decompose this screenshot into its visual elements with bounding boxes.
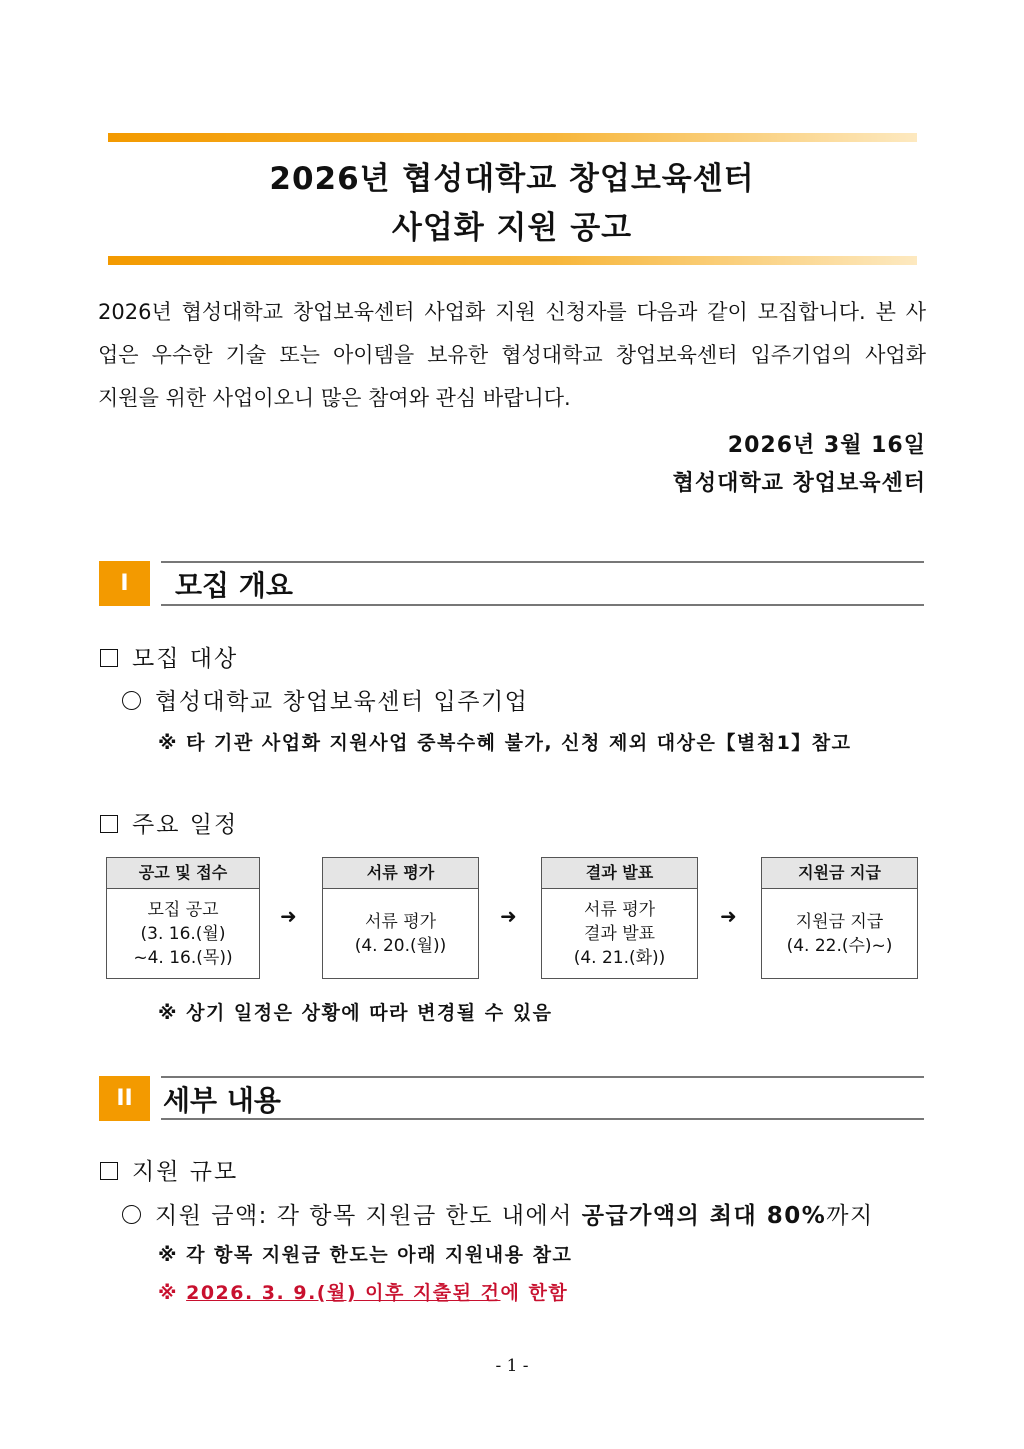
scale-note-2-prefix: ※ <box>158 1282 187 1304</box>
scale-item-suffix: 까지 <box>826 1203 874 1229</box>
circle-bullet-icon <box>122 691 141 710</box>
intro-line-3: 지원을 위한 사업이오니 많은 참여와 관심 바랍니다. <box>98 386 571 410</box>
schedule-step-4-line-2: (4. 22.(수)~) <box>786 935 893 956</box>
schedule-step-3-line-3: (4. 21.(화)) <box>573 947 666 968</box>
section1-bottom-rule <box>161 604 924 606</box>
square-bullet-icon <box>100 815 118 833</box>
section1-top-rule <box>161 561 924 563</box>
schedule-step-1-line-3: ~4. 16.(목)) <box>133 947 233 968</box>
scale-note-2 <box>158 1278 568 1305</box>
schedule-step-1-line-1: 모집 공고 <box>147 899 219 920</box>
section2-number-badge: II <box>99 1076 150 1121</box>
square-bullet-icon <box>100 1162 118 1180</box>
page-number: - 1 - <box>495 1356 529 1376</box>
target-heading <box>100 640 238 673</box>
schedule-step-3-line-2: 결과 발표 <box>583 923 656 944</box>
schedule-arrow-icon: ➜ <box>500 904 517 928</box>
schedule-step-2-line-2: (4. 20.(월)) <box>354 935 447 956</box>
schedule-heading-text: 주요 일정 <box>132 812 239 838</box>
scale-item <box>122 1197 874 1230</box>
schedule-step-4-head: 지원금 지급 <box>762 858 917 889</box>
schedule-step-4 <box>761 857 918 979</box>
target-item-text: 협성대학교 창업보육센터 입주기업 <box>155 689 529 715</box>
schedule-note: ※ 상기 일정은 상황에 따라 변경될 수 있음 <box>158 1002 553 1024</box>
schedule-step-2 <box>322 857 479 979</box>
schedule-step-1-line-2: (3. 16.(월) <box>140 923 226 944</box>
circle-bullet-icon <box>122 1205 141 1224</box>
schedule-step-2-line-1: 서류 평가 <box>364 911 437 932</box>
section1-number-badge: I <box>99 561 150 606</box>
schedule-arrow-icon: ➜ <box>720 904 737 928</box>
schedule-step-2-head: 서류 평가 <box>323 858 478 889</box>
schedule-step-3-body <box>542 889 697 978</box>
schedule-heading <box>100 806 238 839</box>
schedule-step-1-head: 공고 및 접수 <box>107 858 259 889</box>
issuer-name: 협성대학교 창업보육센터 <box>672 471 926 496</box>
title-bottom-bar <box>108 256 917 265</box>
intro-line-2: 업은 우수한 기술 또는 아이템을 보유한 협성대학교 창업보육센터 입주기업의 사업화 <box>98 343 926 367</box>
target-item <box>122 683 528 716</box>
schedule-step-3-head: 결과 발표 <box>542 858 697 889</box>
section1-title: 모집 개요 <box>175 569 293 602</box>
scale-heading <box>100 1153 238 1186</box>
page-title-line1: 2026년 협성대학교 창업보육센터 <box>269 161 755 197</box>
scale-note-2-suffix: 에 한함 <box>500 1282 569 1304</box>
section2-top-rule <box>161 1076 924 1078</box>
scale-note-1: ※ 각 항목 지원금 한도는 아래 지원내용 참고 <box>158 1244 573 1266</box>
schedule-step-1 <box>106 857 260 979</box>
scale-item-prefix: 지원 금액: 각 항목 지원금 한도 내에서 <box>155 1203 582 1229</box>
page-title-line2: 사업화 지원 공고 <box>391 210 633 246</box>
schedule-arrow-icon: ➜ <box>280 904 297 928</box>
scale-note-2-underlined: 2026. 3. 9.(월) 이후 지출된 건 <box>186 1282 501 1304</box>
announcement-date: 2026년 3월 16일 <box>727 433 926 458</box>
schedule-step-4-line-1: 지원금 지급 <box>795 911 884 932</box>
schedule-step-3-line-1: 서류 평가 <box>583 899 656 920</box>
schedule-step-4-body <box>762 889 917 978</box>
section2-bottom-rule <box>161 1118 924 1120</box>
target-note: ※ 타 기관 사업화 지원사업 중복수혜 불가, 신청 제외 대상은【별첨1】참고 <box>158 732 852 754</box>
schedule-step-3 <box>541 857 698 979</box>
title-top-bar <box>108 133 917 142</box>
scale-heading-text: 지원 규모 <box>132 1159 239 1185</box>
intro-paragraph <box>98 291 926 420</box>
section2-title: 세부 내용 <box>163 1084 281 1117</box>
schedule-step-1-body <box>107 889 259 978</box>
scale-item-bold: 공급가액의 최대 80% <box>581 1203 827 1229</box>
target-heading-text: 모집 대상 <box>132 646 239 672</box>
intro-line-1: 2026년 협성대학교 창업보육센터 사업화 지원 신청자를 다음과 같이 모집합니다. 본 사 <box>98 300 926 324</box>
square-bullet-icon <box>100 649 118 667</box>
schedule-step-2-body <box>323 889 478 978</box>
